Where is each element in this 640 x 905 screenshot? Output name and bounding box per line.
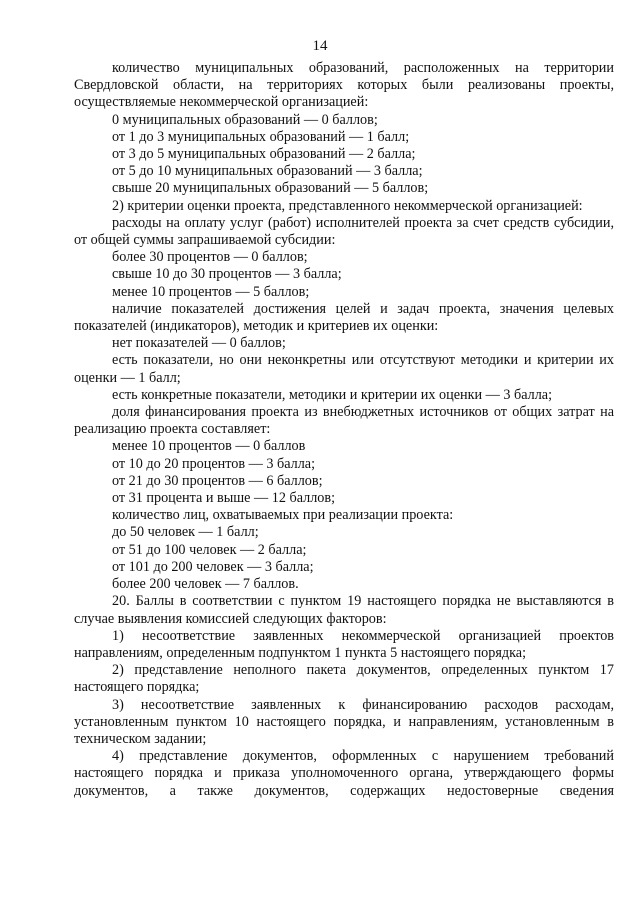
paragraph: 4) представление документов, оформленных с нарушением требований настоящего порядка и приказа уполномоченного органа, утверждающего формы документов, а также документов, содержащих недостоверные сведения <box>74 748 614 799</box>
paragraph: доля финансирования проекта из внебюджетных источников от общих затрат на реализацию проекта составляет: <box>74 404 614 438</box>
paragraph: есть показатели, но они неконкретны или отсутствуют методики и критерии их оценки — 1 балл; <box>74 352 614 386</box>
paragraph: свыше 10 до 30 процентов — 3 балла; <box>112 266 342 283</box>
paragraph: более 30 процентов — 0 баллов; <box>112 249 308 266</box>
paragraph: до 50 человек — 1 балл; <box>112 524 259 541</box>
paragraph: 2) представление неполного пакета документов, определенных пунктом 17 настоящего порядка; <box>74 662 614 696</box>
paragraph: свыше 20 муниципальных образований — 5 баллов; <box>112 180 429 197</box>
paragraph: есть конкретные показатели, методики и критерии их оценки — 3 балла; <box>112 386 553 403</box>
paragraph: количество лиц, охватываемых при реализации проекта: <box>112 507 454 524</box>
paragraph: более 200 человек — 7 баллов. <box>112 576 299 593</box>
paragraph: менее 10 процентов — 0 баллов <box>112 438 306 455</box>
paragraph: от 10 до 20 процентов — 3 балла; <box>112 455 316 472</box>
paragraph: наличие показателей достижения целей и задач проекта, значения целевых показателей (индикаторов), методик и критериев их оценки: <box>74 300 614 335</box>
paragraph: от 31 процента и выше — 12 баллов; <box>112 490 336 507</box>
paragraph: 0 муниципальных образований — 0 баллов; <box>112 111 378 128</box>
paragraph: от 21 до 30 процентов — 6 баллов; <box>112 472 323 489</box>
paragraph: расходы на оплату услуг (работ) исполнителей проекта за счет средств субсидии, от общей суммы запрашиваемой субсидии: <box>74 214 614 249</box>
paragraph: 2) критерии оценки проекта, представленного некоммерческой организацией: <box>112 197 583 214</box>
paragraph: от 5 до 10 муниципальных образований — 3 балла; <box>112 163 423 180</box>
paragraph: менее 10 процентов — 5 баллов; <box>112 283 310 300</box>
paragraph: нет показателей — 0 баллов; <box>112 335 286 352</box>
paragraph: количество муниципальных образований, расположенных на территории Свердловской области, на территориях которых были реализованы проекты, осуществляемые некоммерческой организацией: <box>74 60 614 111</box>
paragraph: от 51 до 100 человек — 2 балла; <box>112 541 307 558</box>
paragraph: от 3 до 5 муниципальных образований — 2 балла; <box>112 146 416 163</box>
paragraph: от 1 до 3 муниципальных образований — 1 балл; <box>112 128 410 145</box>
page-number: 14 <box>312 38 328 54</box>
document-body <box>74 60 614 800</box>
paragraph: 1) несоответствие заявленных некоммерческой организацией проектов направлениям, определенным подпунктом 1 пункта 5 настоящего порядка; <box>74 627 614 661</box>
paragraph: от 101 до 200 человек — 3 балла; <box>112 558 314 575</box>
paragraph: 20. Баллы в соответствии с пунктом 19 настоящего порядка не выставляются в случае выявления комиссией следующих факторов: <box>74 593 614 627</box>
paragraph: 3) несоответствие заявленных к финансированию расходов расходам, установленным пунктом 10 настоящего порядка, и направлениям, установленным в техническом задании; <box>74 696 614 747</box>
